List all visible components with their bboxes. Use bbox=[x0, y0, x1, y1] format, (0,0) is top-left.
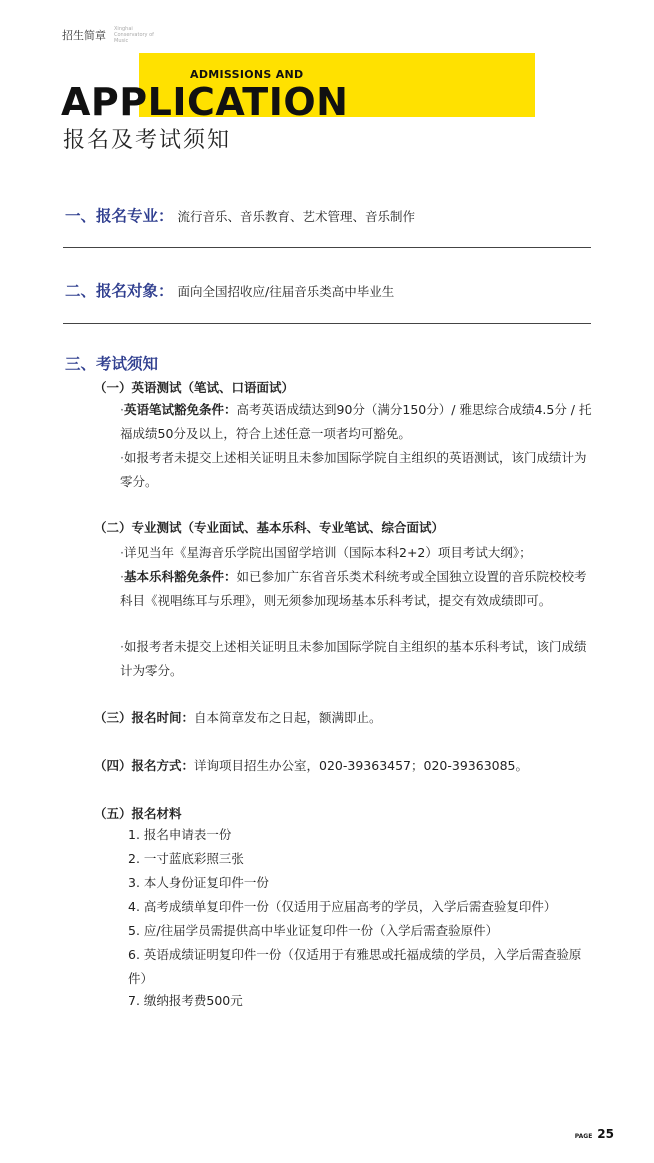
divider bbox=[63, 323, 591, 324]
sub3-value: 自本简章发布之日起，额满即止。 bbox=[194, 710, 382, 725]
sub1-paragraph1: ·英语笔试豁免条件：高考英语成绩达到90分（满分150分）/ 雅思综合成绩4.5分 / 托福成绩50分及以上，符合上述任意一项者均可豁免。 bbox=[120, 402, 592, 441]
sub5-title: （五）报名材料 bbox=[94, 806, 182, 821]
page-footer bbox=[575, 1127, 614, 1141]
sub2-p2-label: 基本乐科豁免条件： bbox=[123, 569, 237, 584]
running-header bbox=[62, 26, 164, 44]
sub1-paragraph2: ·如报考者未提交上述相关证明且未参加国际学院自主组织的英语测试，该门成绩计为零分。 bbox=[120, 450, 587, 489]
list-item: 7. 缴纳报考费500元 bbox=[128, 993, 243, 1008]
sub2-p3-text: 如报考者未提交上述相关证明且未参加国际学院自主组织的基本乐科考试，该门成绩计为零分。 bbox=[120, 639, 587, 678]
list-item: 6. 英语成绩证明复印件一份（仅适用于有雅思或托福成绩的学员，入学后需查验原件） bbox=[128, 947, 582, 986]
list-item: 2. 一寸蓝底彩照三张 bbox=[128, 851, 244, 866]
page-number: 25 bbox=[597, 1127, 614, 1141]
section2-heading bbox=[65, 279, 394, 301]
banner-line1: ADMISSIONS AND bbox=[190, 68, 304, 81]
page-label: PAGE bbox=[574, 1133, 593, 1140]
section2-value: 面向全国招收应/往届音乐类高中毕业生 bbox=[177, 284, 395, 299]
sub2-paragraph2: ·基本乐科豁免条件：如已参加广东省音乐类术科统考或全国独立设置的音乐院校校考科目《视唱练耳与乐理》，则无须参加现场基本乐科考试，提交有效成绩即可。 bbox=[120, 569, 587, 608]
sub4-heading bbox=[94, 756, 528, 774]
sub2-p2-text: 如已参加广东省音乐类术科统考或全国独立设置的音乐院校校考科目《视唱练耳与乐理》，则无须参加现场基本乐科考试，提交有效成绩即可。 bbox=[120, 569, 587, 608]
sub2-paragraph1: ·详见当年《星海音乐学院出国留学培训（国际本科2+2）项目考试大纲》； bbox=[120, 545, 532, 560]
banner-line2: APPLICATION bbox=[61, 80, 349, 124]
header-subtitle: Xinghai Conservatory of Music bbox=[114, 26, 154, 44]
list-item: 4. 高考成绩单复印件一份（仅适用于应届高考的学员，入学后需查验复印件） bbox=[128, 899, 557, 914]
sub4-value: 详询项目招生办公室，020-39363457；020-39363085。 bbox=[194, 758, 529, 773]
sub1-p1-label: 英语笔试豁免条件： bbox=[123, 402, 237, 417]
header-title: 招生简章 bbox=[62, 29, 106, 42]
sub1-p1-text: 高考英语成绩达到90分（满分150分）/ 雅思综合成绩4.5分 / 托福成绩50分及以上，符合上述任意一项者均可豁免。 bbox=[120, 402, 592, 441]
sub2-title: （二）专业测试（专业面试、基本乐科、专业笔试、综合面试） bbox=[94, 520, 445, 535]
sub3-heading bbox=[94, 708, 382, 726]
list-item: 3. 本人身份证复印件一份 bbox=[128, 875, 269, 890]
sub1-title: （一）英语测试（笔试、口语面试） bbox=[94, 380, 295, 395]
sub3-title: （三）报名时间： bbox=[94, 710, 195, 725]
section2-label: 二、报名对象： bbox=[65, 282, 174, 300]
list-item: 1. 报名申请表一份 bbox=[128, 827, 232, 842]
divider bbox=[63, 247, 591, 248]
page-title: 报名及考试须知 bbox=[63, 128, 232, 153]
sub1-p2-text: 如报考者未提交上述相关证明且未参加国际学院自主组织的英语测试，该门成绩计为零分。 bbox=[120, 450, 587, 489]
section1-heading bbox=[65, 204, 415, 226]
section3-heading: 三、考试须知 bbox=[65, 355, 159, 373]
section1-label: 一、报名专业： bbox=[65, 207, 174, 225]
sub2-p1-text: 详见当年《星海音乐学院出国留学培训（国际本科2+2）项目考试大纲》； bbox=[123, 545, 532, 560]
section1-value: 流行音乐、音乐教育、艺术管理、音乐制作 bbox=[177, 209, 416, 224]
list-item: 5. 应/往届学员需提供高中毕业证复印件一份（入学后需查验原件） bbox=[128, 923, 499, 938]
sub4-title: （四）报名方式： bbox=[94, 758, 195, 773]
sub2-paragraph3: ·如报考者未提交上述相关证明且未参加国际学院自主组织的基本乐科考试，该门成绩计为零分。 bbox=[120, 639, 587, 678]
